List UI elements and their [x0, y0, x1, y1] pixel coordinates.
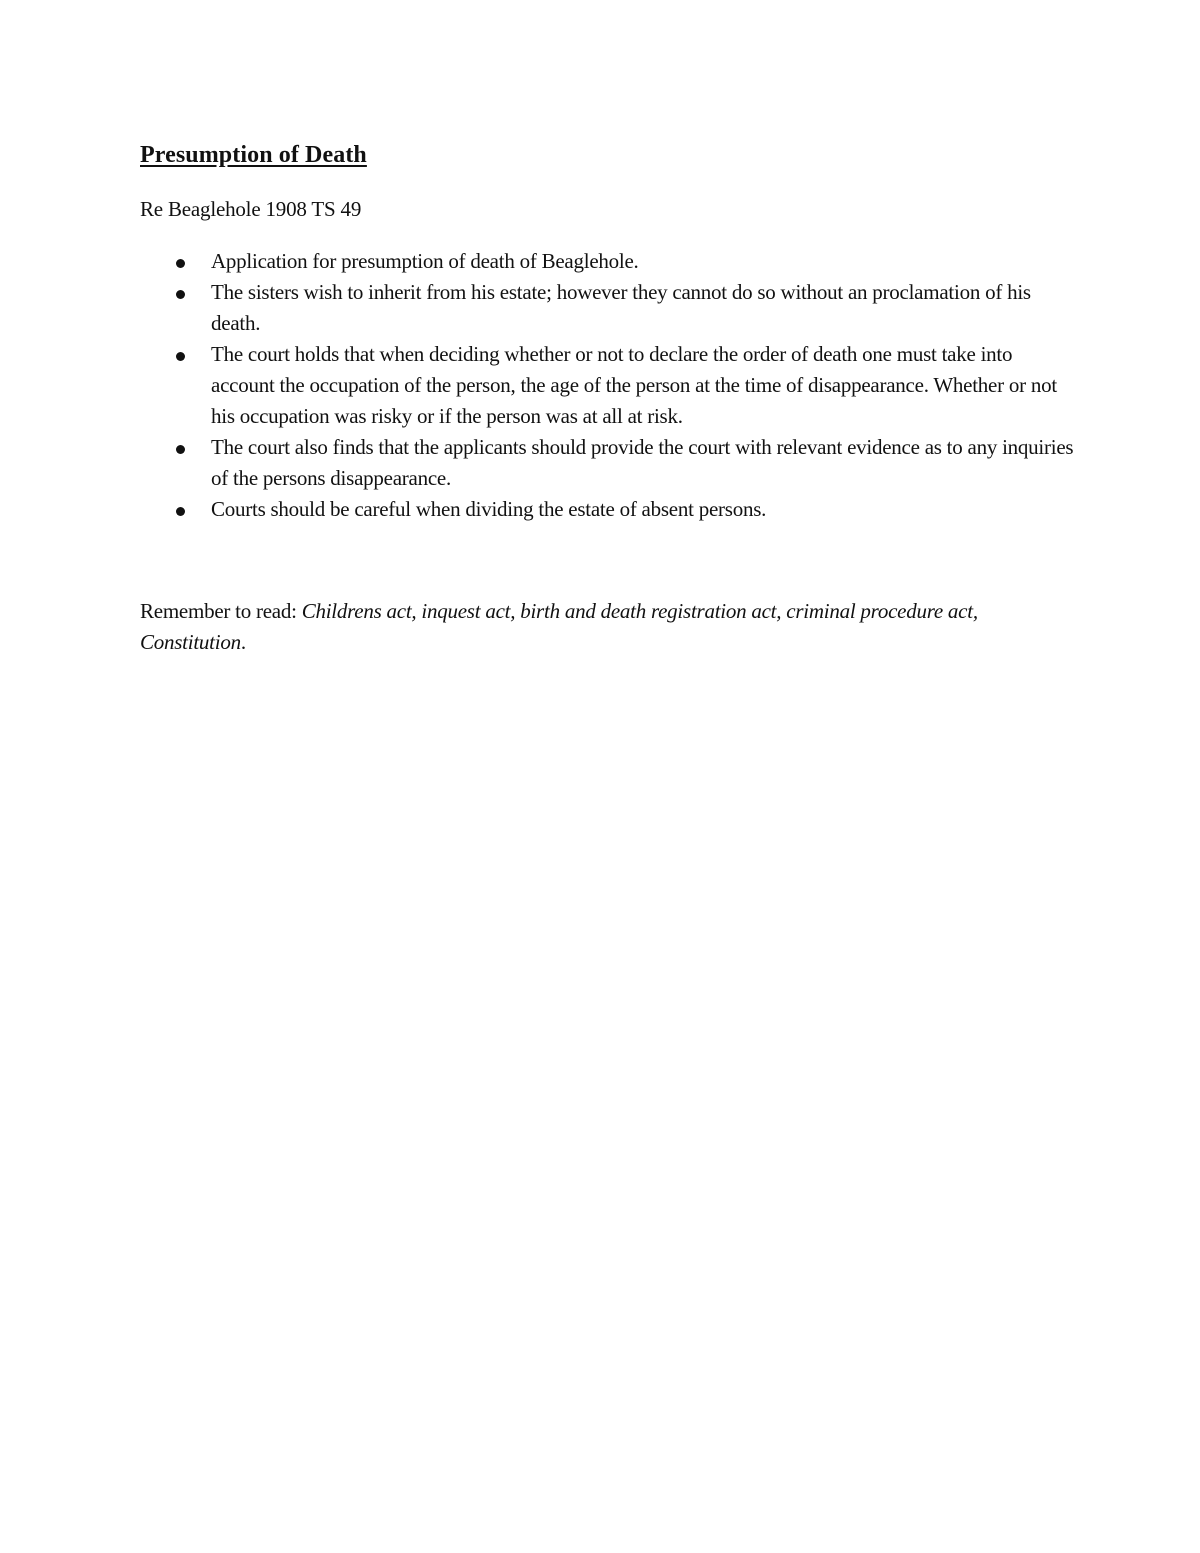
bullet-icon	[176, 352, 185, 361]
case-reference: Re Beaglehole 1908 TS 49	[140, 197, 362, 221]
list-item	[140, 339, 1080, 432]
reminder-prefix: Remember to read:	[140, 599, 302, 623]
list-item	[140, 494, 1080, 525]
list-item	[140, 277, 1080, 339]
list-item	[140, 432, 1080, 494]
case-notes-list	[140, 246, 1080, 525]
bullet-icon	[176, 290, 185, 299]
reading-reminder	[140, 596, 1040, 658]
document-title: Presumption of Death	[140, 142, 367, 168]
list-item	[140, 246, 1080, 277]
list-item-text: The court holds that when deciding whether or not to declare the order of death one must take into account the occupation of the person, the age of the person at the time of disappearance. Whether or not his occupation was risky or if the person was at all at risk.	[211, 342, 1057, 428]
list-item-text: The court also finds that the applicants should provide the court with relevant evidence as to any inquiries of the persons disappearance.	[211, 435, 1074, 490]
reminder-acts: Childrens act, inquest act, birth and death registration act, criminal procedure act, Constitution	[140, 599, 978, 654]
list-item-text: The sisters wish to inherit from his estate; however they cannot do so without an proclamation of his death.	[211, 280, 1031, 335]
bullet-icon	[176, 507, 185, 516]
list-item-text: Application for presumption of death of Beaglehole.	[211, 249, 639, 273]
bullet-icon	[176, 445, 185, 454]
bullet-icon	[176, 259, 185, 268]
reminder-suffix: .	[240, 630, 246, 654]
list-item-text: Courts should be careful when dividing the estate of absent persons.	[211, 497, 767, 521]
